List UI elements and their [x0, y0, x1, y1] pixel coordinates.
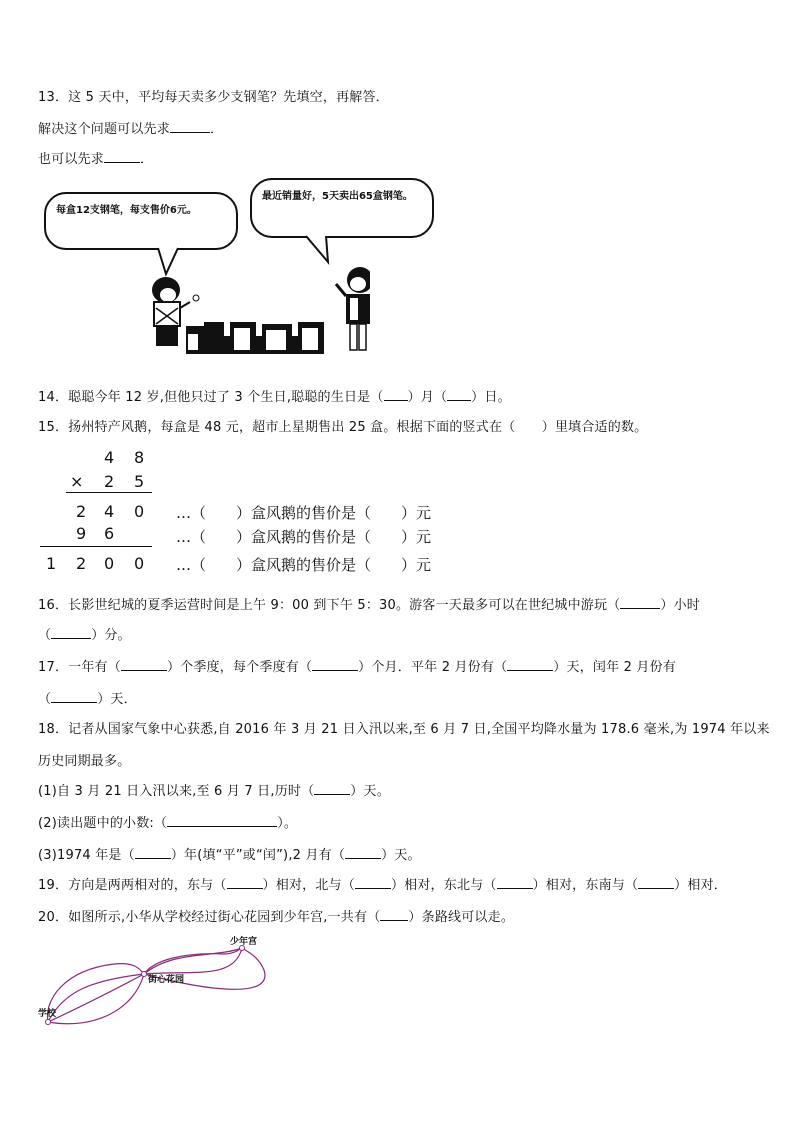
- q18-sub3-text: (3)1974 年是（: [38, 848, 135, 863]
- q14-text: [38, 386, 511, 405]
- q18-sub1: [38, 780, 390, 799]
- q13-blank-1[interactable]: [170, 120, 210, 133]
- q16-blank-minutes[interactable]: [51, 626, 91, 639]
- q14-part-a: 14．聪聪今年 12 岁,但他只过了 3 个生日,聪聪的生日是（: [38, 390, 384, 405]
- q20-text: [38, 906, 514, 925]
- q16-part-d: ）分。: [91, 628, 131, 643]
- q16-blank-hours[interactable]: [620, 596, 660, 609]
- multiplier-digit: 5: [134, 472, 145, 491]
- speech-bubble-left: 每盒12支钢笔，每支售价6元。: [44, 192, 238, 250]
- q19-text: [38, 874, 727, 893]
- q17-part-b: ）个季度，每个季度有（: [166, 660, 313, 675]
- q13-line1-prefix: 解决这个问题可以先求: [38, 122, 171, 137]
- q16-line2: [38, 624, 131, 643]
- q15-vertical-multiplication: [40, 446, 470, 576]
- multiplicand-digit: 4: [104, 448, 115, 467]
- q14-blank-month[interactable]: [384, 388, 408, 401]
- q14-part-c: ）日。: [471, 390, 511, 405]
- q16-part-c: （: [38, 628, 52, 643]
- q15-text: 15．扬州特产风鹅，每盒是 48 元，超市上星期售出 25 盒。根据下面的竖式在（ ）里填合适的数。: [38, 420, 648, 435]
- rule-line: [66, 492, 152, 493]
- q19-blank-east[interactable]: [227, 876, 263, 889]
- q20-route-map: [34, 930, 284, 1030]
- q17-part-e: （: [38, 692, 52, 707]
- q17-part-a: 17．一年有（: [38, 660, 121, 675]
- q18-sub2-end: ）。: [277, 816, 298, 831]
- q18-line1: 18．记者从国家气象中心获悉,自 2016 年 3 月 21 日入汛以来,至 6 月 7 日,全国平均降水量为 178.6 毫米,为 1974 年以来: [38, 722, 770, 737]
- q20-blank-routes[interactable]: [380, 908, 408, 921]
- q16-part-b: ）小时: [660, 598, 700, 613]
- q18-blank-feb-days[interactable]: [345, 846, 381, 859]
- result-digit: 0: [104, 554, 115, 573]
- q18-blank-read-decimal[interactable]: [167, 814, 277, 827]
- q18-sub3: [38, 844, 421, 863]
- q14-blank-day[interactable]: [447, 388, 471, 401]
- q18-sub1-text: (1)自 3 月 21 日入汛以来,至 6 月 7 日,历时（: [38, 784, 315, 799]
- q13-line2: [38, 148, 153, 167]
- pen-boxes: [186, 322, 324, 354]
- q18-sub3-mid: ）年(填“平”或“闰”),2 月有（: [170, 848, 346, 863]
- q13-title: 13．这 5 天中，平均每天卖多少支钢笔？先填空，再解答．: [38, 90, 389, 105]
- q15-answer-line-3[interactable]: …（ ）盒风鹅的售价是（ ）元: [176, 556, 432, 574]
- child-right-figure: [336, 267, 370, 350]
- q17-blank-leap-feb[interactable]: [51, 690, 97, 703]
- q17-part-f: ）天．: [97, 692, 137, 707]
- q13-line1: [38, 118, 223, 137]
- partial2-digit: 9: [76, 524, 87, 543]
- q13-comic-illustration: [38, 178, 413, 354]
- q16-part-a: 16．长影世纪城的夏季运营时间是上午 9：00 到下午 5：30。游客一天最多可以在世纪城中游玩（: [38, 598, 621, 613]
- rule-line: [40, 546, 152, 547]
- q19-part-c: ）相对，东北与（: [390, 878, 497, 893]
- result-digit: 2: [76, 554, 87, 573]
- q18-line2: 历史同期最多。: [38, 754, 131, 769]
- q18-sub2: [38, 812, 297, 831]
- q17-line2: [38, 688, 137, 707]
- q14-part-b: ）月（: [407, 390, 448, 405]
- partial1-digit: 2: [76, 502, 87, 521]
- q15-answer-line-2[interactable]: …（ ）盒风鹅的售价是（ ）元: [176, 528, 432, 546]
- times-sign: ×: [70, 472, 84, 491]
- multiplier-digit: 2: [104, 472, 115, 491]
- result-digit: 1: [46, 554, 57, 573]
- result-digit: 0: [134, 554, 145, 573]
- q13-line2-suffix: ．: [140, 152, 154, 167]
- q18-sub2-text: (2)读出题中的小数:（: [38, 816, 168, 831]
- q19-part-e: ）相对．: [674, 878, 727, 893]
- q13-blank-2[interactable]: [104, 150, 140, 163]
- partial1-digit: 4: [104, 502, 115, 521]
- label-street-garden: 街心花园: [148, 975, 185, 985]
- q17-line1: [38, 656, 676, 675]
- q19-part-a: 19．方向是两两相对的，东与（: [38, 878, 227, 893]
- q19-part-d: ）相对，东南与（: [532, 878, 639, 893]
- multiplicand-digit: 8: [134, 448, 145, 467]
- q18-blank-year-type[interactable]: [135, 846, 171, 859]
- q19-part-b: ）相对，北与（: [262, 878, 355, 893]
- q13-line2-prefix: 也可以先求: [38, 152, 105, 167]
- q17-blank-common-feb[interactable]: [507, 658, 553, 671]
- q17-part-c: ）个月．平年 2 月份有（: [358, 660, 508, 675]
- q20-part-b: ）条路线可以走。: [408, 910, 515, 925]
- q19-blank-northeast[interactable]: [497, 876, 533, 889]
- q17-part-d: ）天，闰年 2 月份有: [553, 660, 677, 675]
- partial2-digit: 6: [104, 524, 115, 543]
- q18-sub3-end: ）天。: [381, 848, 421, 863]
- q18-blank-days[interactable]: [314, 782, 350, 795]
- comic-drawing: [38, 178, 370, 354]
- q17-blank-seasons[interactable]: [121, 658, 167, 671]
- q19-blank-north[interactable]: [355, 876, 391, 889]
- label-youth-palace: 少年宫: [230, 937, 258, 947]
- q19-blank-southeast[interactable]: [638, 876, 674, 889]
- label-school: 学校: [38, 1009, 57, 1019]
- q15-answer-line-1[interactable]: …（ ）盒风鹅的售价是（ ）元: [176, 504, 432, 522]
- q16-line1: [38, 594, 700, 613]
- q20-part-a: 20．如图所示,小华从学校经过街心花园到少年宫,一共有（: [38, 910, 381, 925]
- q18-sub1-end: ）天。: [350, 784, 390, 799]
- partial1-digit: 0: [134, 502, 145, 521]
- q17-blank-months[interactable]: [312, 658, 358, 671]
- speech-bubble-right: 最近销量好，5天卖出65盒钢笔。: [250, 178, 434, 238]
- q13-line1-suffix: ．: [210, 122, 224, 137]
